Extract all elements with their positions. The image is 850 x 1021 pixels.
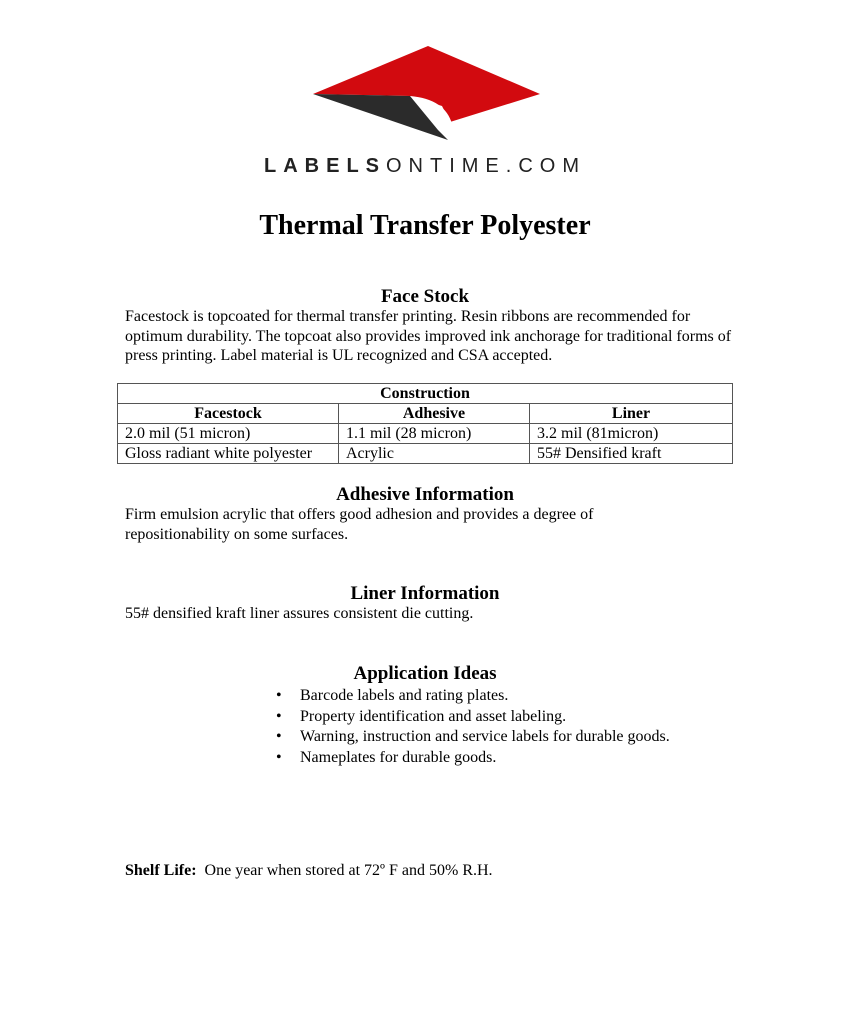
adhesive-text: Firm emulsion acrylic that offers good adhesion and provides a degree of repositionability on some surfaces. — [125, 506, 594, 543]
brand-wordmark — [0, 155, 850, 178]
wordmark-bold: LABELS — [264, 155, 386, 177]
shelf-life-label: Shelf Life: — [125, 862, 197, 879]
adhesive-heading: Adhesive Information — [336, 484, 514, 505]
table-row — [118, 424, 733, 444]
header-adhesive: Adhesive — [339, 404, 530, 424]
table-cell: 1.1 mil (28 micron) — [339, 424, 530, 444]
application-heading: Application Ideas — [353, 663, 497, 684]
bullet-icon: • — [276, 707, 282, 725]
table-cell: Gloss radiant white polyester — [118, 444, 339, 464]
list-item — [276, 707, 670, 728]
list-item — [276, 686, 670, 707]
logo-red-shape — [313, 46, 540, 122]
liner-text: 55# densified kraft liner assures consistent die cutting. — [125, 605, 474, 622]
face-stock-heading: Face Stock — [380, 286, 470, 307]
bullet-icon: • — [276, 687, 282, 704]
page-title: Thermal Transfer Polyester — [259, 210, 591, 241]
table-cell: Acrylic — [339, 444, 530, 464]
table-cell: 2.0 mil (51 micron) — [118, 424, 339, 444]
list-item-text: Nameplates for durable goods. — [300, 748, 497, 766]
list-item-text: Barcode labels and rating plates. — [300, 687, 509, 704]
face-stock-text: Facestock is topcoated for thermal transfer printing. Resin ribbons are recommended for optimum durability. The topcoat also provides improved ink anchorage for traditional forms of press printing. Label material is UL recognized and CSA accepted. — [125, 308, 732, 364]
folded-diamond-logo-icon — [310, 44, 542, 144]
liner-heading: Liner Information — [350, 583, 500, 604]
table-cell: 3.2 mil (81micron) — [530, 424, 733, 444]
list-item-text: Property identification and asset labeling. — [300, 707, 567, 725]
wordmark-light: ONTIME.COM — [386, 155, 586, 177]
header-liner: Liner — [530, 404, 733, 424]
table-header-row — [118, 404, 733, 424]
header-facestock: Facestock — [118, 404, 339, 424]
table-caption-row — [118, 384, 733, 404]
list-item — [276, 727, 670, 748]
construction-caption: Construction — [118, 384, 733, 404]
list-item — [276, 748, 670, 769]
shelf-life-text: One year when stored at 72º F and 50% R.H. — [204, 862, 493, 879]
list-item-text: Warning, instruction and service labels for durable goods. — [300, 728, 670, 745]
table-cell: 55# Densified kraft — [530, 444, 733, 464]
bullet-icon: • — [276, 728, 282, 745]
bullet-icon: • — [276, 748, 282, 766]
construction-table — [117, 383, 733, 464]
shelf-life — [125, 862, 493, 880]
application-list — [276, 686, 670, 768]
table-row — [118, 444, 733, 464]
